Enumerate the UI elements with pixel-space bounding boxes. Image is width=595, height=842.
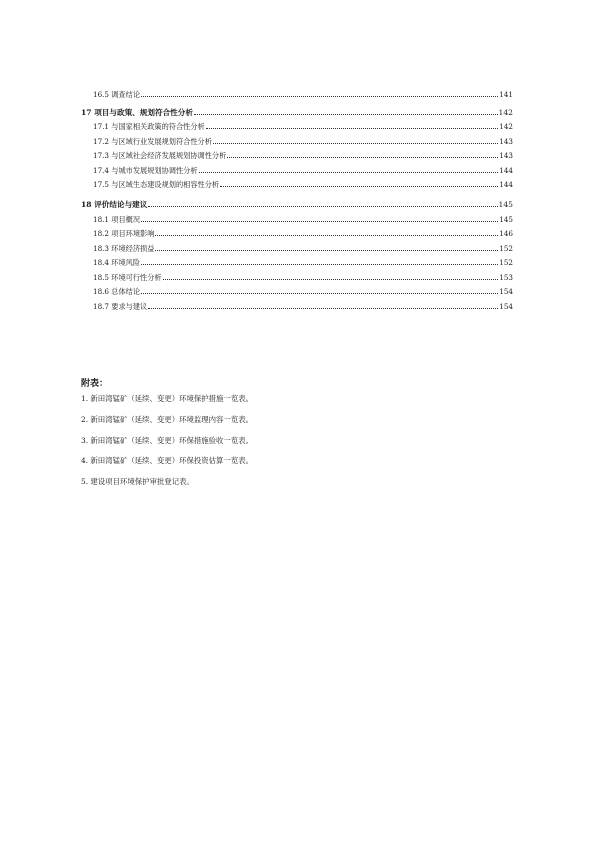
toc-entry-18-1[interactable] [81,209,513,224]
toc-chapter-title: 17 项目与政策、规划符合性分析 [81,107,193,117]
toc-leader-dots [227,157,498,158]
toc-entry-page: 142 [499,122,513,131]
toc-entry-page: 143 [499,136,513,146]
toc-leader-dots [155,235,498,236]
toc-leader-dots [206,128,499,129]
toc-entry-title: 18.5 环境可行性分析 [93,272,162,282]
toc-entry-title: 18.7 要求与建议 [93,301,148,311]
appendix-item-4: 4. 新田湾锰矿（延续、变更）环保投资估算一览表。 [81,456,253,466]
toc-leader-dots [163,279,499,280]
toc-entry-chapter-18[interactable] [81,193,513,209]
toc-entry-17-3[interactable] [81,146,513,161]
toc-entry-18-5[interactable] [81,267,513,282]
toc-entry-page: 154 [499,301,513,311]
toc-entry-page: 144 [499,180,513,189]
toc-entry-page: 142 [498,107,513,117]
appendix-section [81,376,521,498]
toc-leader-dots [141,264,498,265]
toc-entry-page: 146 [499,229,513,238]
toc-entry-title: 17.1 与国家相关政策的符合性分析 [93,122,205,131]
toc-entry-title: 18.2 项目环境影响 [93,229,155,238]
toc-entry-title: 18.3 环境经济损益 [93,243,155,253]
toc-entry-chapter-17[interactable] [81,101,513,117]
toc-entry-title: 18.1 项目概况 [93,214,141,224]
appendix-item-1: 1. 新田湾锰矿（延续、变更）环境保护措施一览表。 [81,394,253,403]
toc-entry-title: 18.4 环境风险 [93,258,141,267]
toc-entry-17-5[interactable] [81,175,513,190]
toc-leader-dots [148,206,497,207]
toc-leader-dots [148,308,498,309]
toc-leader-dots [194,114,498,115]
toc-leader-dots [155,250,498,251]
toc-leader-dots [141,96,498,97]
toc-chapter-title: 18 评价结论与建议 [81,200,148,209]
toc-leader-dots [199,172,499,173]
toc-entry-page: 153 [499,272,513,282]
toc-entry-page: 143 [499,151,513,160]
toc-entry-16-5[interactable] [81,84,513,99]
toc-entry-page: 145 [498,200,513,209]
toc-entry-page: 144 [499,165,513,175]
toc-entry-title: 17.2 与区域行业发展规划符合性分析 [93,136,212,146]
appendix-heading: 附表： [81,379,109,389]
appendix-item-3: 3. 新田湾锰矿（延续、变更）环保措施验收一览表。 [81,435,253,445]
toc-entry-page: 154 [499,287,513,296]
toc-entry-18-4[interactable] [81,253,513,268]
appendix-item-2: 2. 新田湾锰矿（延续、变更）环境监理内容一览表。 [81,414,253,424]
toc-leader-dots [141,221,498,222]
appendix-item-5: 5. 建设项目环境保护审批登记表。 [81,477,194,487]
toc-leader-dots [213,143,498,144]
toc-entry-title: 17.5 与区域生态建设规划的相容性分析 [93,180,220,189]
toc-entry-page: 145 [499,214,513,224]
toc-entry-17-2[interactable] [81,131,513,146]
toc-entry-page: 152 [499,243,513,253]
toc-leader-dots [141,293,498,294]
toc-entry-title: 17.4 与城市发展规划协调性分析 [93,165,198,175]
toc-entry-page: 141 [499,89,513,99]
toc-entry-title: 18.6 总体结论 [93,287,141,296]
toc-entry-title: 16.5 调查结论 [93,89,141,99]
toc-entry-18-7[interactable] [81,296,513,311]
toc-entry-17-4[interactable] [81,160,513,175]
toc-entry-18-2[interactable] [81,224,513,239]
toc-entry-title: 17.3 与区域社会经济发展规划协调性分析 [93,151,227,160]
toc-entry-18-3[interactable] [81,238,513,253]
table-of-contents [81,84,513,311]
toc-leader-dots [220,186,498,187]
toc-entry-page: 152 [499,258,513,267]
toc-entry-18-6[interactable] [81,282,513,297]
toc-entry-17-1[interactable] [81,117,513,132]
